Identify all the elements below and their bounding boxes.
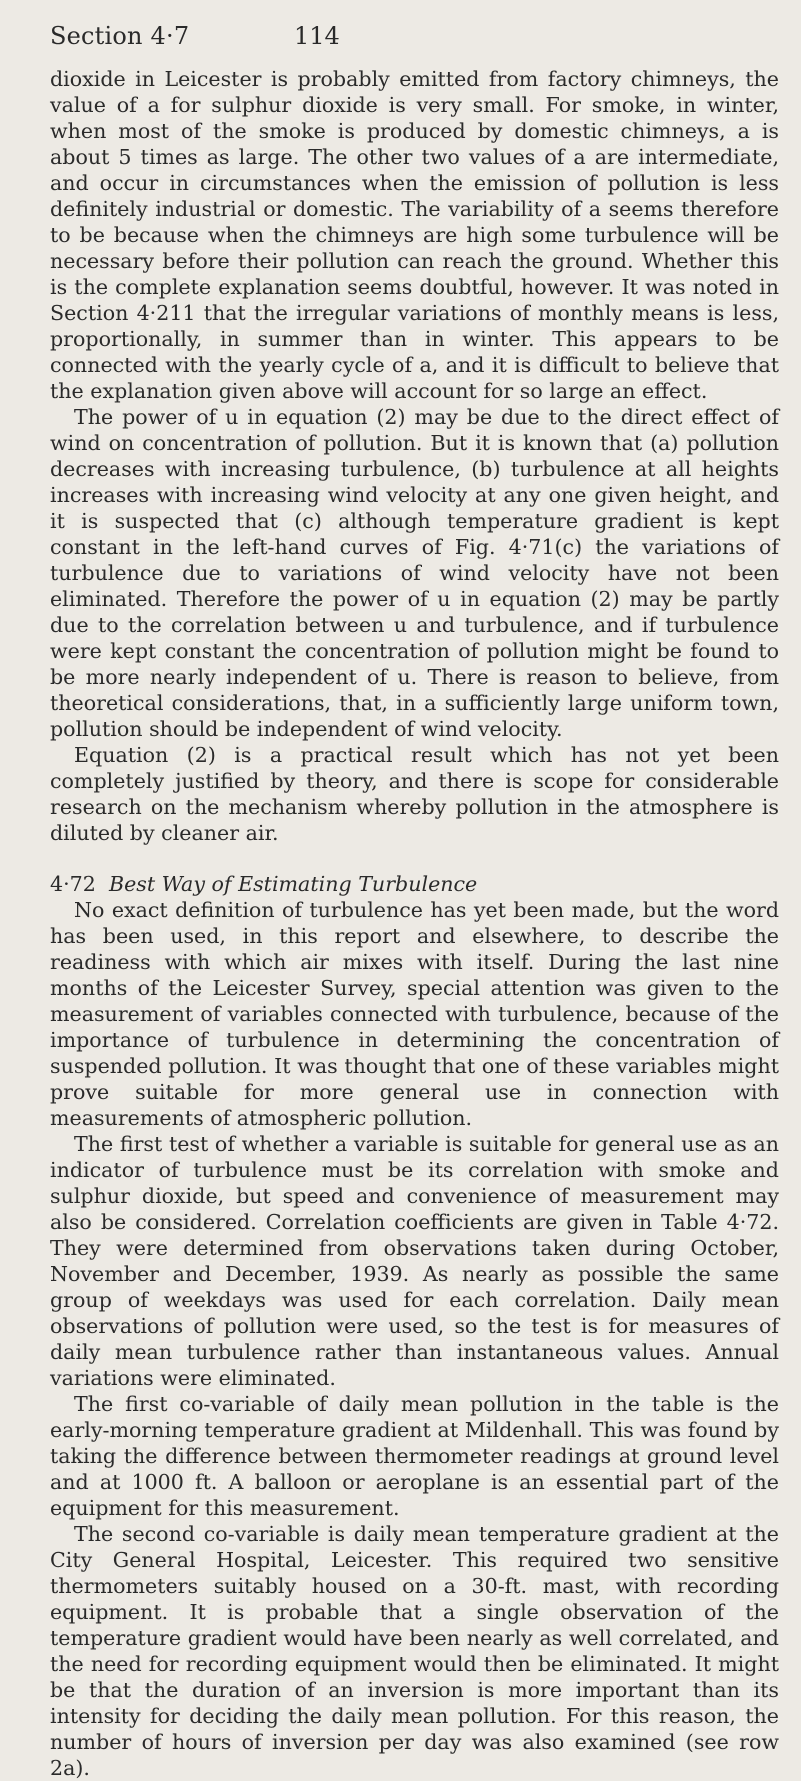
paragraph-first-test: The first test of whether a variable is suitable for general use as an indicator of turbulence must be its correlation with smoke and sulphur dioxide, but speed and convenience of measurement may also be considered. Correlation coefficients are given in Table 4·72. They were determined from observations taken during October, November and December, 1939. As nearly as possible the same group of weekdays was used for each correlation. Daily mean observations of pollution were used, so the test is for measures of daily mean turbulence rather than instantaneous values. Annual variations were eliminated. — [50, 1132, 779, 1390]
page-number: 114 — [294, 22, 340, 50]
section-number: 4·72 — [50, 872, 96, 896]
paragraph-first-covariable: The first co-variable of daily mean pollution in the table is the early-morning temperature gradient at Mildenhall. This was found by taking the difference between thermometer readings at ground level and at 1000 ft. A balloon or aeroplane is an essential part of the equipment for this measurement. — [50, 1392, 779, 1520]
section-heading — [50, 871, 779, 897]
paragraph-second-covariable: The second co-variable is daily mean temperature gradient at the City General Hospital, Leicester. This required two sensitive thermometers suitably housed on a 30-ft. mast, with recording equipment. It is probable that a single observation of the temperature gradient would have been nearly as well correlated, and the need for recording equipment would then be eliminated. It might be that the duration of an inversion is more important than its intensity for deciding the daily mean pollution. For this reason, the number of hours of inversion per day was also examined (see row 2a). — [50, 1522, 779, 1780]
running-header — [50, 0, 779, 52]
paragraph-equation-2: Equation (2) is a practical result which has not yet been completely justified by theory, and there is scope for considerable research on the mechanism whereby pollution in the atmosphere is diluted by cleaner air. — [50, 743, 779, 845]
paragraph-continued: dioxide in Leicester is probably emitted from factory chimneys, the value of a for sulphur dioxide is very small. For smoke, in winter, when most of the smoke is produced by domestic chimneys, a is about 5 times as large. The other two values of a are intermediate, and occur in circumstances when the emission of pollution is less definitely industrial or domestic. The variability of a seems therefore to be because when the chimneys are high some turbulence will be necessary before their pollution can reach the ground. Whether this is the complete explanation seems doubtful, however. It was noted in Section 4·211 that the irregular variations of monthly means is less, proportionally, in summer than in winter. This appears to be connected with the yearly cycle of a, and it is difficult to believe that the explanation given above will account for so large an effect. — [50, 67, 779, 403]
paragraph-wind-power: The power of u in equation (2) may be due to the direct effect of wind on concentration of pollution. But it is known that (a) pollution decreases with increasing turbulence, (b) turbulence at all heights increases with increasing wind velocity at any one given height, and it is suspected that (c) although temperature gradient is kept constant in the left-hand curves of Fig. 4·71(c) the variations of turbulence due to variations of wind velocity have not been eliminated. Therefore the power of u in equation (2) may be partly due to the correlation between u and turbulence, and if turbulence were kept constant the concentration of pollution might be found to be more nearly independent of u. There is reason to believe, from theoretical considerations, that, in a sufficiently large uniform town, pollution should be independent of wind velocity. — [50, 405, 779, 741]
paragraph-definition: No exact definition of turbulence has yet been made, but the word has been used, in this report and elsewhere, to describe the readiness with which air mixes with itself. During the last nine months of the Leicester Survey, special attention was given to the measurement of variables connected with turbulence, because of the importance of turbulence in determining the concentration of suspended pollution. It was thought that one of these variables might prove suitable for more general use in connection with measurements of atmospheric pollution. — [50, 898, 779, 1130]
section-title: Best Way of Estimating Turbulence — [108, 872, 478, 896]
section-label: Section 4·7 — [50, 22, 190, 50]
